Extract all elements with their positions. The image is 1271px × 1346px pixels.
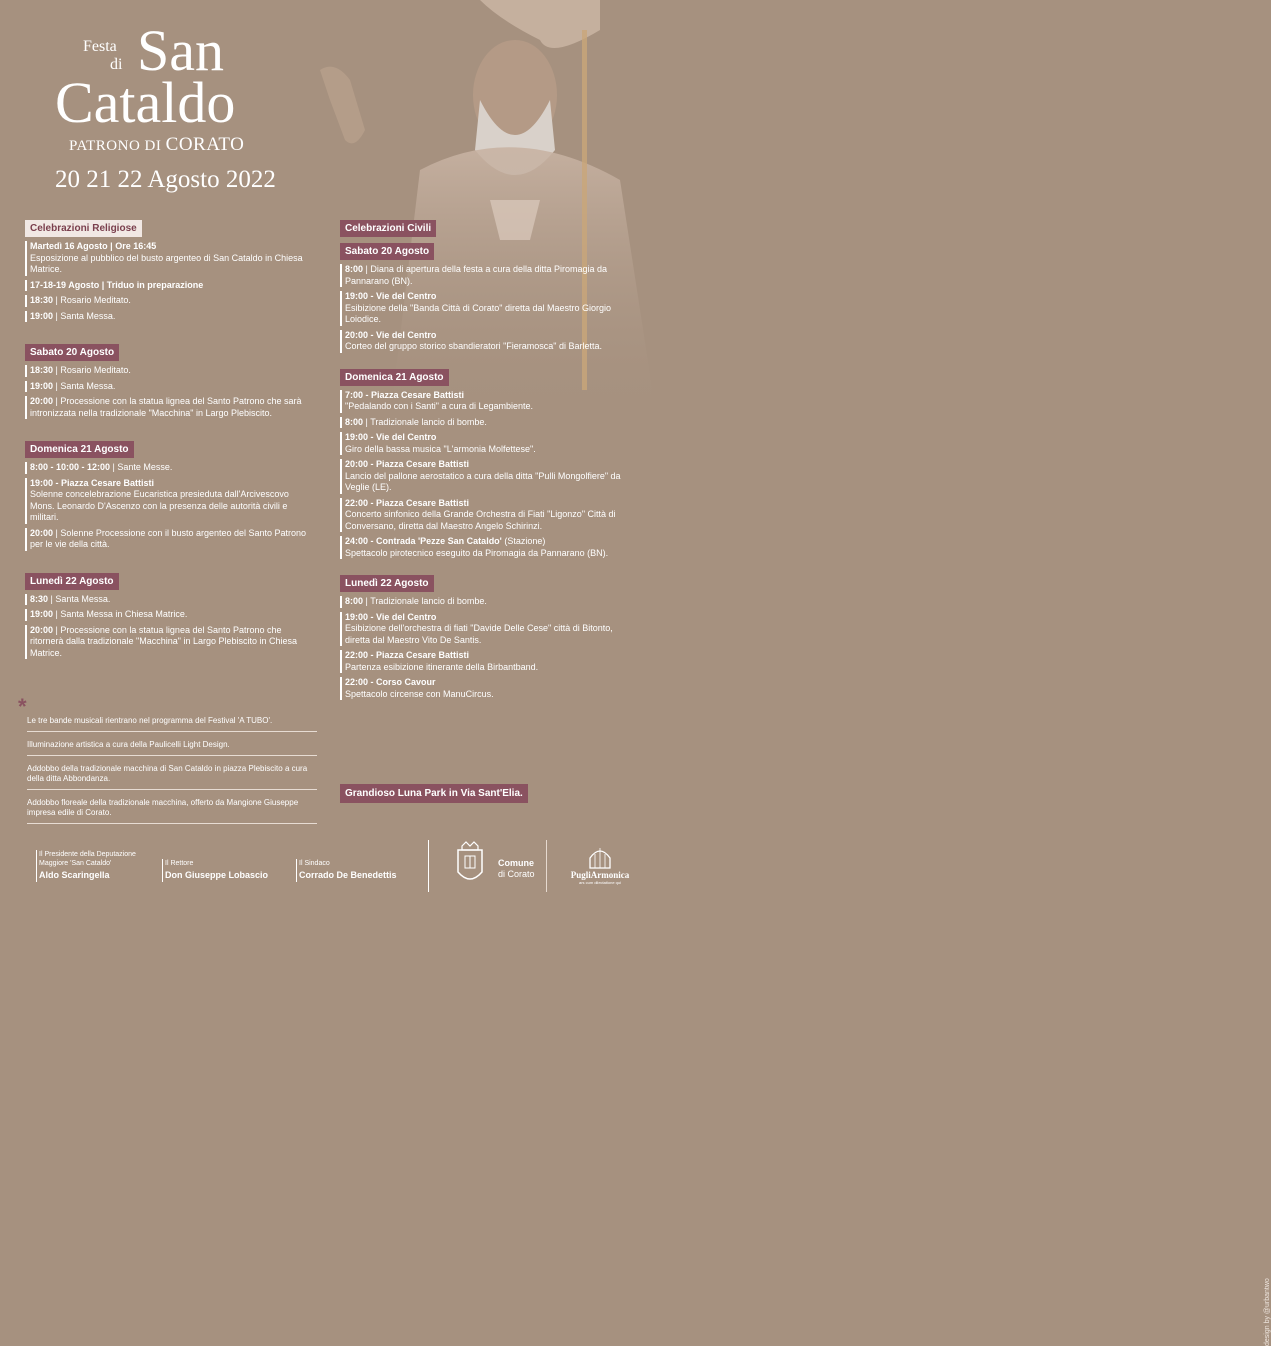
pugliarmonica-motto: ars cum dilectatione qui: [578, 880, 622, 885]
footer: [0, 836, 657, 906]
note-item: Addobbo della tradizionale macchina di San Cataldo in piazza Plebiscito a cura della ditta Abbondanza.: [27, 762, 317, 790]
rel-mon-label: Lunedì 22 Agosto: [25, 573, 119, 590]
entry-text: | Diana di apertura della festa a cura della ditta Piromagia da Pannarano (BN).: [345, 264, 607, 286]
entry-civ-sat-3: [340, 330, 632, 353]
entry-triduo-1: [25, 295, 315, 307]
signature-name: Corrado De Benedettis: [299, 870, 397, 880]
entry-rel-sun-2: [25, 478, 315, 524]
entry-text: | Santa Messa.: [48, 593, 111, 604]
civ-sat-label: Sabato 20 Agosto: [340, 243, 434, 260]
entry-text: | Santa Messa.: [53, 380, 116, 391]
entry-head: 19:00 - Piazza Cesare Battisti: [30, 477, 155, 488]
entry-head: 20:00 - Piazza Cesare Battisti: [345, 459, 470, 469]
signature-role: Il Rettore: [165, 860, 194, 867]
signature-name: Don Giuseppe Lobascio: [165, 870, 269, 880]
entry-rel-mon-1: [25, 594, 315, 606]
dome-icon: [588, 844, 612, 870]
notes-list: [27, 714, 317, 830]
pugliarmonica-logo: [560, 842, 640, 892]
rel-sun-label: Domenica 21 Agosto: [25, 441, 134, 458]
entry-text: Giro della bassa musica "L'armonia Molfettese".: [345, 443, 536, 454]
comune-word: Comune: [498, 858, 534, 868]
entry-rel-sun-1: [25, 462, 315, 474]
entry-rel-mon-3: [25, 625, 315, 660]
entry-text: Lancio del pallone aerostatico a cura della ditta "Pulli Mongolfiere" da Veglie (LE).: [345, 470, 621, 492]
title-dates: 20 21 22 Agosto 2022: [55, 166, 276, 193]
entry-text: Esposizione al pubblico del busto argenteo di San Cataldo in Chiesa Matrice.: [30, 252, 303, 274]
entry-text: | Tradizionale lancio di bombe.: [363, 596, 487, 606]
entry-rel-sat-1: [25, 365, 315, 377]
entry-civ-mon-3: [340, 650, 632, 673]
entry-tue: [25, 241, 315, 276]
entry-civ-sun-2: [340, 417, 632, 429]
title-di: di: [110, 56, 123, 73]
comune-city: di Corato: [498, 869, 535, 879]
signature-sindaco: [296, 859, 397, 882]
entry-text: | Tradizionale lancio di bombe.: [363, 416, 487, 427]
entry-head: 19:00 - Vie del Centro: [345, 611, 437, 622]
entry-rel-sat-3: [25, 396, 315, 419]
credit-wrap: [628, 640, 1271, 1346]
signature-role: Il Sindaco: [299, 860, 330, 867]
religiose-column: [25, 218, 315, 663]
entry-time: 18:30: [30, 365, 54, 375]
entry-civ-sat-2: [340, 291, 632, 326]
entry-head: 22:00 - Piazza Cesare Battisti: [345, 497, 470, 508]
entry-rel-sat-2: [25, 381, 315, 393]
footer-divider: [428, 840, 429, 892]
civili-label: Celebrazioni Civili: [340, 220, 436, 237]
entry-time: 20:00: [30, 527, 54, 538]
entry-head: 7:00 - Piazza Cesare Battisti: [345, 389, 465, 400]
rel-sat-label: Sabato 20 Agosto: [25, 344, 119, 361]
entry-civ-sun-5: [340, 498, 632, 533]
entry-text: "Pedalando con i Santi" a cura di Legambiente.: [345, 401, 534, 411]
entry-time: 19:00: [30, 380, 54, 391]
entry-text: | Rosario Meditato.: [53, 365, 131, 375]
entry-head: 17-18-19 Agosto | Triduo in preparazione: [30, 279, 204, 290]
entry-time: 18:30: [30, 295, 54, 305]
signature-name: Aldo Scaringella: [39, 870, 110, 880]
entry-time: 20:00: [30, 624, 54, 635]
entry-head: 20:00 - Vie del Centro: [345, 329, 437, 340]
entry-time: 8:00: [345, 264, 364, 274]
entry-head: 22:00 - Piazza Cesare Battisti: [345, 650, 470, 660]
design-credit: design by @urbantwo: [1264, 1278, 1271, 1346]
pugliarmonica-name: PugliArmonica: [570, 870, 630, 880]
note-item: Illuminazione artistica a cura della Paulicelli Light Design.: [27, 738, 317, 756]
entry-rel-mon-2: [25, 609, 315, 621]
entry-text: Spettacolo pirotecnico eseguito da Piromagia da Pannarano (BN).: [345, 547, 609, 558]
entry-text: Concerto sinfonico della Grande Orchestra di Fiati "Ligonzo" Città di Conversano, diretta dal Maestro Angelo Schirinzi.: [345, 509, 616, 531]
entry-head: Martedì 16 Agosto | Ore 16:45: [30, 241, 157, 251]
entry-text: | Solenne Processione con il busto argenteo del Santo Patrono per le vie della città.: [30, 527, 307, 549]
entry-text: | Processione con la statua lignea del Santo Patrono che ritornerà dalla tradizionale "Macchina" in Largo Plebiscito in Chiesa Matrice.: [30, 624, 298, 658]
title-cataldo: Cataldo: [55, 70, 236, 135]
footer-divider: [546, 840, 547, 892]
entry-civ-sun-3: [340, 432, 632, 455]
title-patrono: [69, 134, 244, 156]
entry-rel-sun-3: [25, 528, 315, 551]
note-item: Le tre bande musicali rientrano nel programma del Festival 'A TUBO'.: [27, 714, 317, 732]
entry-civ-sat-1: [340, 264, 632, 287]
entry-text: | Santa Messa in Chiesa Matrice.: [53, 609, 188, 619]
civ-sun-label: Domenica 21 Agosto: [340, 369, 449, 386]
patrono-city: CORATO: [165, 134, 245, 155]
entry-triduo: [25, 280, 315, 292]
signature-role: Il Presidente della Deputazione: [39, 851, 136, 858]
entry-head: 22:00 - Corso Cavour: [345, 677, 436, 687]
entry-text: Esibizione della "Banda Città di Corato" diretta dal Maestro Giorgio Loiodice.: [345, 302, 612, 324]
entry-text: | Santa Messa.: [53, 310, 116, 321]
entry-civ-mon-2: [340, 612, 632, 647]
entry-time: 8:00: [345, 416, 364, 427]
entry-time: 8:00: [345, 596, 364, 606]
signature-rettore: [162, 859, 268, 882]
entry-civ-mon-1: [340, 596, 632, 608]
entry-time: 19:00: [30, 609, 54, 619]
title-san: San: [137, 18, 224, 83]
entry-head: 24:00 - Contrada 'Pezze San Cataldo': [345, 536, 502, 546]
corato-crest-icon: [452, 842, 488, 888]
entry-time: 8:00 - 10:00 - 12:00: [30, 462, 111, 472]
entry-triduo-2: [25, 311, 315, 323]
patrono-text: PATRONO DI: [69, 138, 166, 154]
entry-text: Spettacolo circense con ManuCircus.: [345, 688, 494, 699]
entry-text: | Rosario Meditato.: [53, 295, 131, 305]
civ-mon-label: Lunedì 22 Agosto: [340, 575, 434, 592]
religiose-label: Celebrazioni Religiose: [25, 220, 142, 237]
entry-civ-sun-4: [340, 459, 632, 494]
entry-text: | Sante Messe.: [110, 462, 173, 472]
entry-civ-sun-1: [340, 390, 632, 413]
entry-civ-sun-6: [340, 536, 632, 559]
asterisk-mark: *: [18, 694, 27, 719]
entry-head-suffix: (Stazione): [501, 536, 546, 546]
entry-time: 8:30: [30, 593, 49, 604]
civili-column: [340, 218, 632, 704]
signature-role: Maggiore 'San Cataldo': [39, 860, 112, 867]
entry-time: 20:00: [30, 396, 54, 406]
entry-text: Solenne concelebrazione Eucaristica presieduta dall'Arcivescovo Mons. Leonardo D'Ascenzo con la presenza delle autorità civili e militari.: [30, 489, 289, 522]
entry-text: | Processione con la statua lignea del Santo Patrono che sarà intronizzata nella tradizionale "Macchina" in Largo Plebiscito.: [30, 396, 302, 418]
entry-head: 19:00 - Vie del Centro: [345, 432, 437, 442]
signature-presidente: [36, 850, 136, 882]
luna-park-label: Grandioso Luna Park in Via Sant'Elia.: [340, 784, 528, 803]
note-item: Addobbo floreale della tradizionale macchina, offerto da Mangione Giuseppe impresa edile di Corato.: [27, 796, 317, 824]
comune-label: [498, 858, 535, 880]
title-festa: Festa: [83, 38, 117, 55]
entry-civ-mon-4: [340, 677, 632, 700]
entry-time: 19:00: [30, 310, 54, 321]
entry-text: Partenza esibizione itinerante della Birbantband.: [345, 661, 539, 672]
entry-text: Esibizione dell'orchestra di fiati "Davide Delle Cese" città di Bitonto, diretta dal Maestro Vito De Santis.: [345, 623, 613, 645]
entry-head: 19:00 - Vie del Centro: [345, 291, 437, 301]
entry-text: Corteo del gruppo storico sbandieratori "Fieramosca" di Barletta.: [345, 341, 603, 351]
